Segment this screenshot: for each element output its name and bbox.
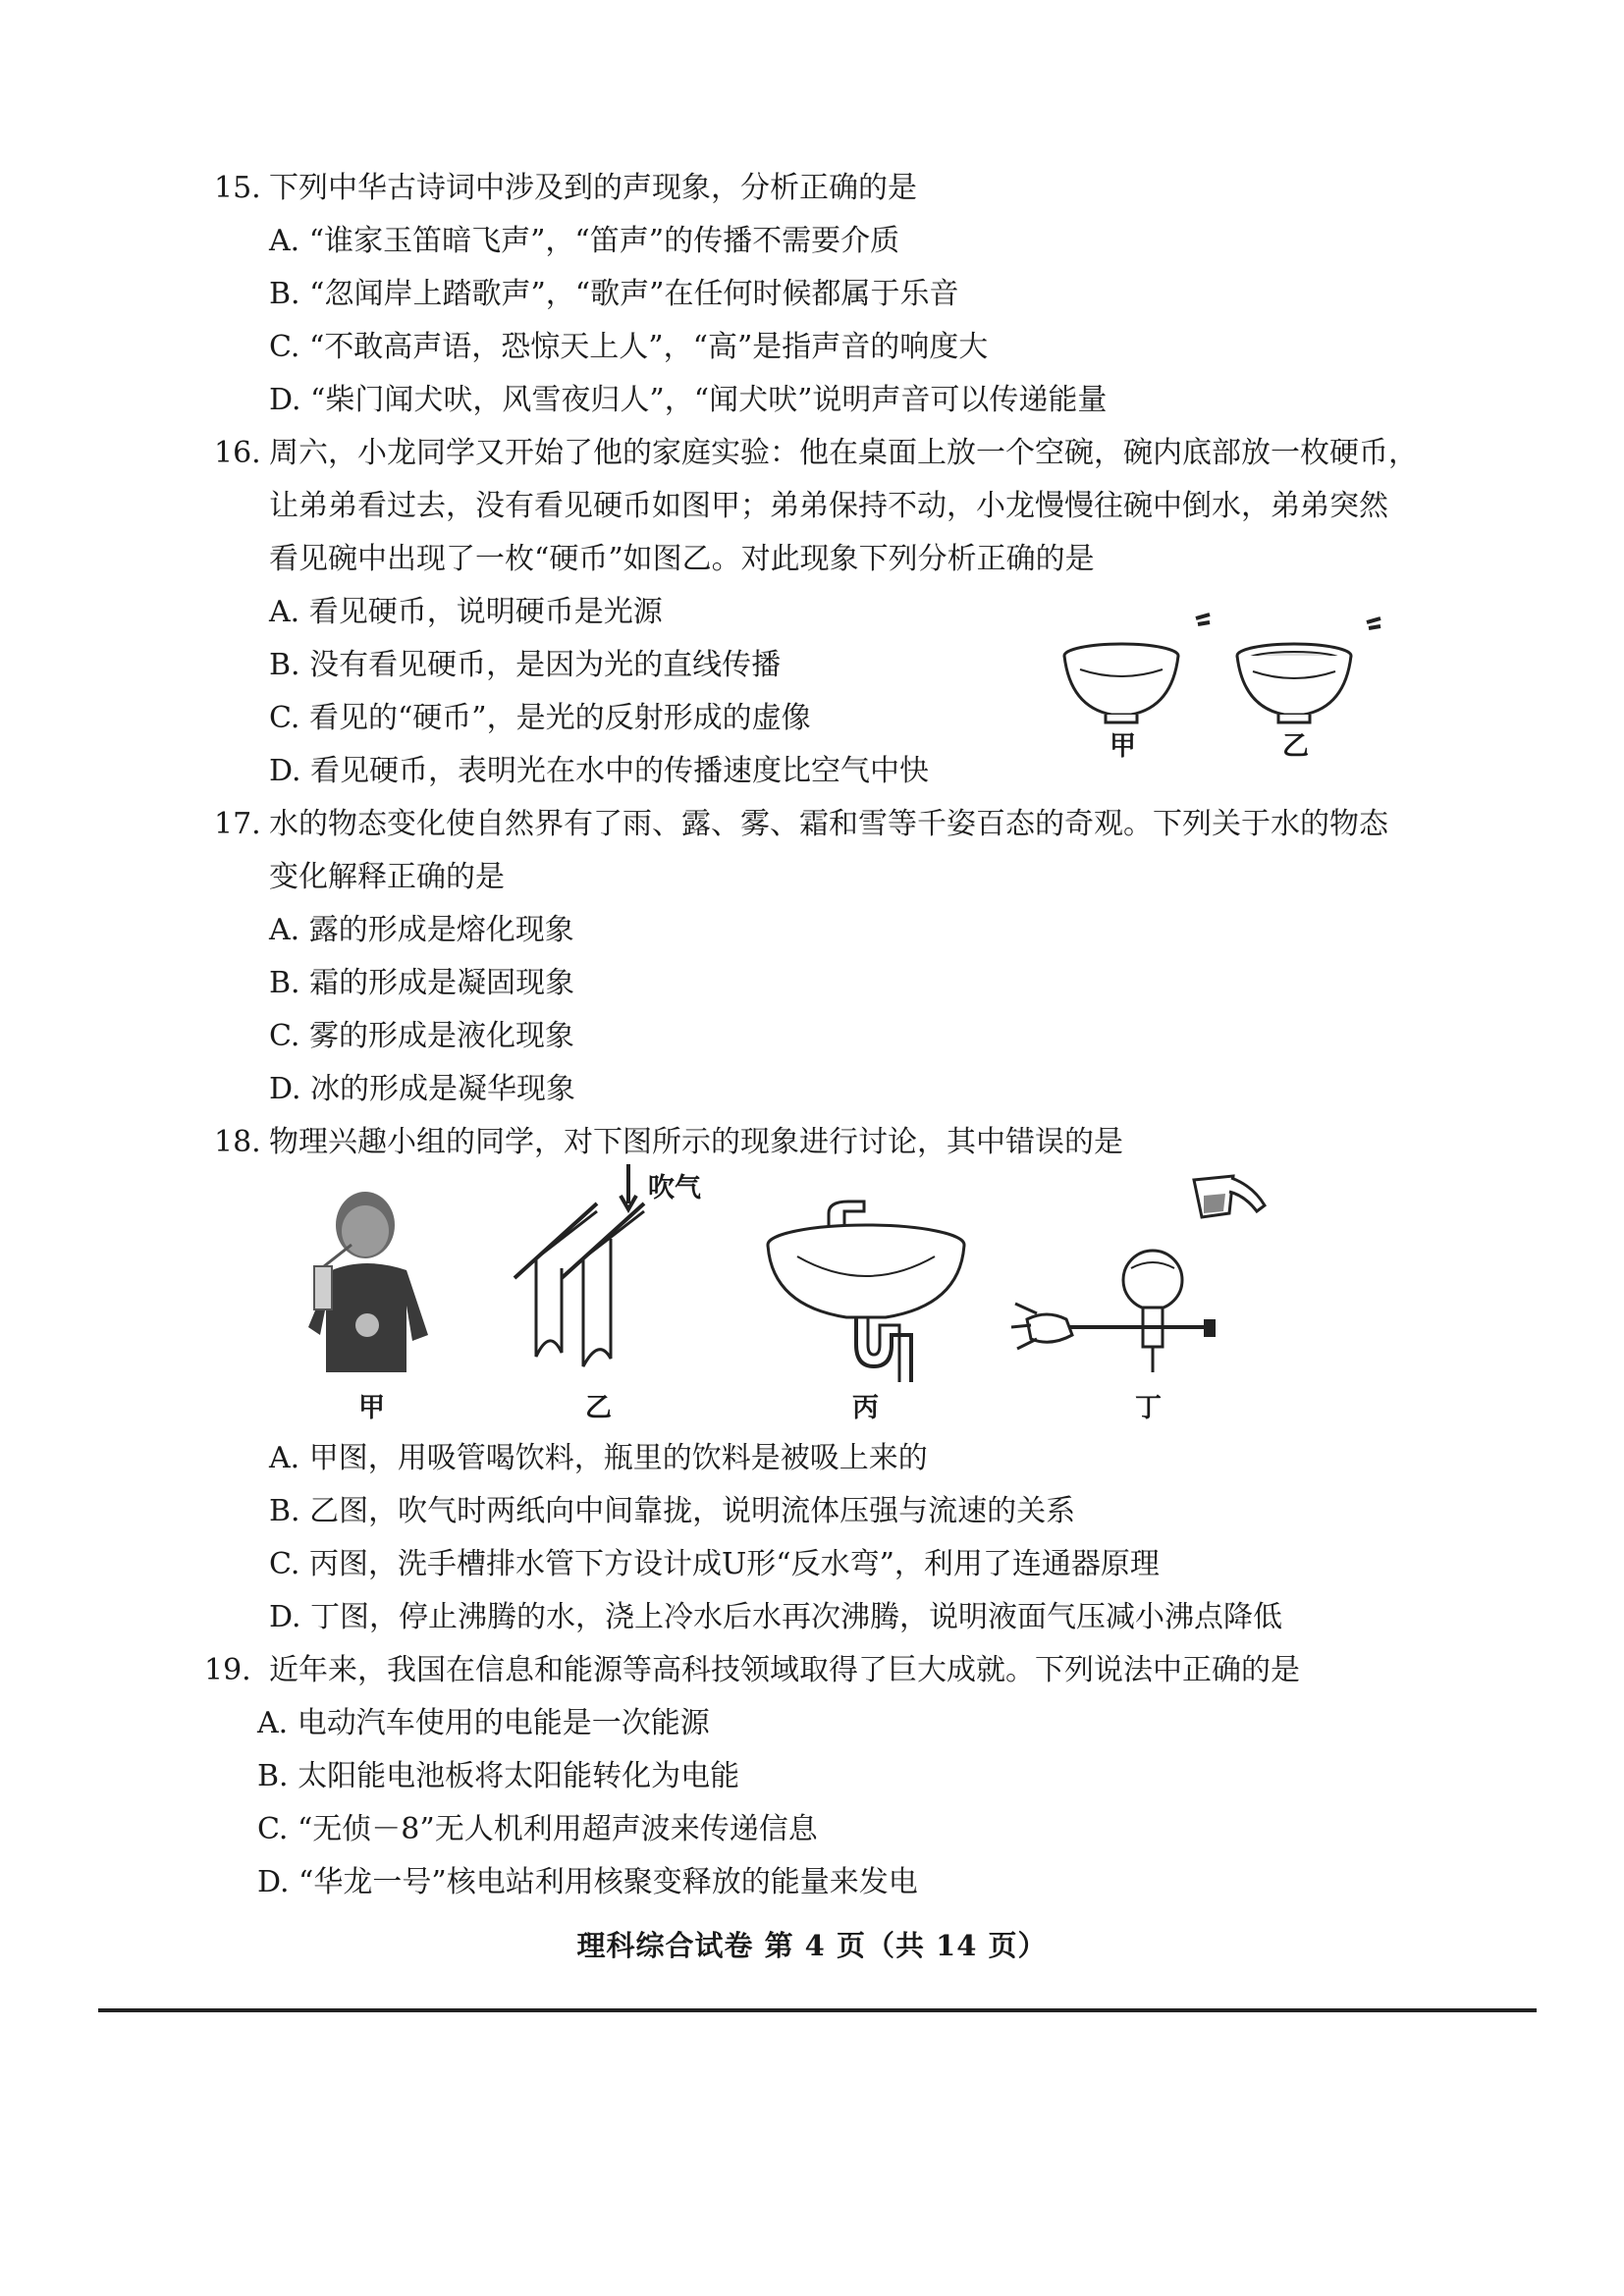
eye-icon <box>1196 614 1210 624</box>
option-18c: C. 丙图，洗手槽排水管下方设计成U形“反水弯”，利用了连通器原理 <box>269 1547 1160 1581</box>
option-15d: D. “柴门闻犬吠，风雪夜归人”，“闻犬吠”说明声音可以传递能量 <box>269 383 1108 417</box>
eye-icon <box>1367 618 1380 628</box>
figure-label-yi: 乙 <box>1282 731 1309 762</box>
figure-label-bing: 丙 <box>852 1393 879 1423</box>
question-number: 18. <box>214 1125 261 1159</box>
option-18b: B. 乙图，吹气时两纸向中间靠拢，说明流体压强与流速的关系 <box>269 1494 1076 1528</box>
cup-icon <box>314 1266 332 1309</box>
option-15c: C. “不敢高声语，恐惊天上人”，“高”是指声音的响度大 <box>269 330 989 364</box>
question-stem-line: 变化解释正确的是 <box>269 860 505 894</box>
figure-label-ding: 丁 <box>1135 1393 1162 1423</box>
question-number: 15. <box>214 171 261 205</box>
divider <box>98 2008 1537 2012</box>
blow-label: 吹气 <box>648 1173 701 1203</box>
option-17a: A. 露的形成是熔化现象 <box>269 913 574 947</box>
option-19c: C. “无侦－8”无人机利用超声波来传递信息 <box>257 1812 818 1846</box>
figure-label-jia: 甲 <box>1110 731 1136 762</box>
straw-icon <box>324 1245 352 1266</box>
option-16d: D. 看见硬币，表明光在水中的传播速度比空气中快 <box>269 754 930 788</box>
option-17c: C. 雾的形成是液化现象 <box>269 1019 574 1053</box>
option-19a: A. 电动汽车使用的电能是一次能源 <box>257 1706 710 1740</box>
question-stem: 近年来，我国在信息和能源等高科技领域取得了巨大成就。下列说法中正确的是 <box>269 1653 1300 1687</box>
figure-label-yi: 乙 <box>585 1393 612 1423</box>
option-18d: D. 丁图，停止沸腾的水，浇上冷水后水再次沸腾，说明液面气压减小沸点降低 <box>269 1600 1283 1634</box>
option-16b: B. 没有看见硬币，是因为光的直线传播 <box>269 648 782 682</box>
option-17d: D. 冰的形成是凝华现象 <box>269 1072 576 1106</box>
page-footer: 理科综合试卷 第 4 页（共 14 页） <box>576 1929 1048 1962</box>
empty-bowl <box>1064 644 1178 722</box>
figure-label-jia: 甲 <box>358 1393 385 1423</box>
water-bowl <box>1237 644 1351 722</box>
flask-figure <box>1007 1166 1282 1382</box>
option-16a: A. 看见硬币，说明硬币是光源 <box>269 595 663 629</box>
hand-pouring-icon <box>1194 1176 1265 1217</box>
option-15b: B. “忽闻岸上踏歌声”，“歌声”在任何时候都属于乐音 <box>269 277 959 311</box>
hand-holding-icon <box>1011 1304 1072 1349</box>
question-number: 16. <box>214 436 261 470</box>
question-number: 19. <box>204 1653 251 1687</box>
round-flask <box>1123 1251 1182 1309</box>
question-stem-line: 让弟弟看过去，没有看见硬币如图甲；弟弟保持不动，小龙慢慢往碗中倒水，弟弟突然 <box>269 489 1388 523</box>
option-19b: B. 太阳能电池板将太阳能转化为电能 <box>257 1759 740 1793</box>
option-19d: D. “华龙一号”核电站利用核聚变释放的能量来发电 <box>257 1865 918 1899</box>
u-trap-pipe <box>856 1317 911 1382</box>
question-number: 17. <box>214 807 261 841</box>
question-stem-line: 看见碗中出现了一枚“硬币”如图乙。对此现象下列分析正确的是 <box>269 542 1095 576</box>
option-17b: B. 霜的形成是凝固现象 <box>269 966 575 1000</box>
child-drinking-figure <box>304 1188 442 1374</box>
option-18a: A. 甲图，用吸管喝饮料，瓶里的饮料是被吸上来的 <box>269 1441 928 1475</box>
question-stem: 下列中华古诗词中涉及到的声现象，分析正确的是 <box>269 171 917 205</box>
option-15a: A. “谁家玉笛暗飞声”，“笛声”的传播不需要介质 <box>269 224 900 258</box>
question-stem: 周六，小龙同学又开始了他的家庭实验：他在桌面上放一个空碗，碗内底部放一枚硬币， <box>269 436 1418 470</box>
option-16c: C. 看见的“硬币”，是光的反射形成的虚像 <box>269 701 811 735</box>
question-stem: 水的物态变化使自然界有了雨、露、雾、霜和雪等千姿百态的奇观。下列关于水的物态 <box>269 807 1388 841</box>
sink-figure <box>758 1198 974 1384</box>
question-stem: 物理兴趣小组的同学，对下图所示的现象进行讨论，其中错误的是 <box>269 1125 1123 1159</box>
